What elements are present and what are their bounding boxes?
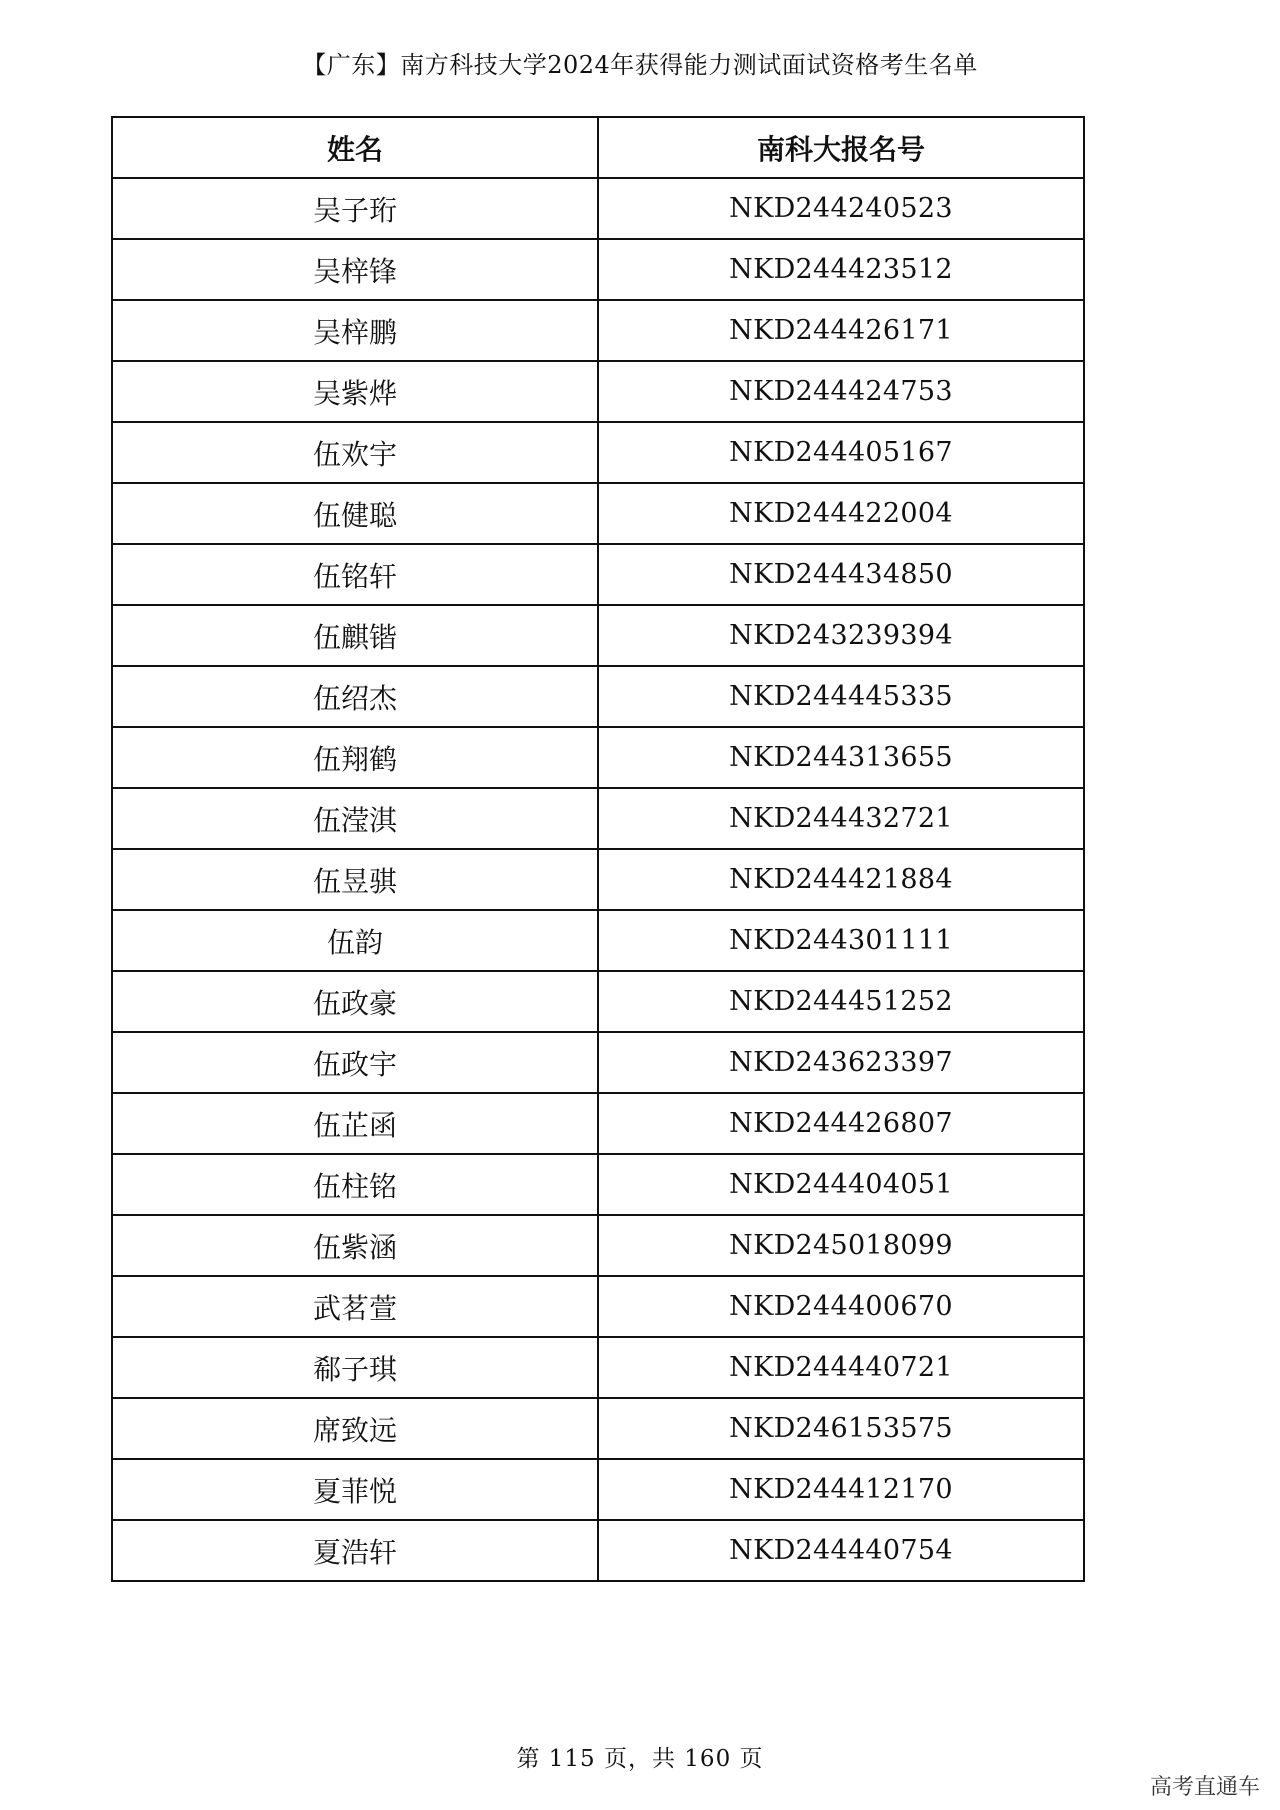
candidate-name-cell: 伍紫涵 bbox=[112, 1215, 598, 1276]
table-body bbox=[112, 178, 1084, 1581]
table-row bbox=[112, 1276, 1084, 1337]
candidate-name-cell: 武茗萱 bbox=[112, 1276, 598, 1337]
table-row bbox=[112, 483, 1084, 544]
table-row bbox=[112, 727, 1084, 788]
registration-number-cell: NKD244440754 bbox=[598, 1520, 1084, 1581]
candidate-name-cell: 郗子琪 bbox=[112, 1337, 598, 1398]
table-row bbox=[112, 666, 1084, 727]
candidate-name-cell: 吴梓锋 bbox=[112, 239, 598, 300]
table-row bbox=[112, 1337, 1084, 1398]
table-row bbox=[112, 971, 1084, 1032]
document-title: 【广东】南方科技大学2024年获得能力测试面试资格考生名单 bbox=[302, 51, 978, 79]
candidate-name-cell: 伍绍杰 bbox=[112, 666, 598, 727]
registration-number-cell: NKD243239394 bbox=[598, 605, 1084, 666]
candidate-name-cell: 伍健聪 bbox=[112, 483, 598, 544]
registration-number-cell: NKD244313655 bbox=[598, 727, 1084, 788]
table-row bbox=[112, 178, 1084, 239]
table-row bbox=[112, 361, 1084, 422]
candidate-name-cell: 伍政豪 bbox=[112, 971, 598, 1032]
registration-number-cell: NKD244451252 bbox=[598, 971, 1084, 1032]
candidate-name-cell: 伍滢淇 bbox=[112, 788, 598, 849]
candidate-name-cell: 伍昱骐 bbox=[112, 849, 598, 910]
registration-number-cell: NKD244404051 bbox=[598, 1154, 1084, 1215]
registration-number-cell: NKD244301111 bbox=[598, 910, 1084, 971]
candidate-name-cell: 吴子珩 bbox=[112, 178, 598, 239]
watermark-text: 高考直通车 bbox=[1149, 1775, 1260, 1800]
table-row bbox=[112, 1520, 1084, 1581]
table-row bbox=[112, 544, 1084, 605]
table-row bbox=[112, 605, 1084, 666]
registration-number-cell: NKD244423512 bbox=[598, 239, 1084, 300]
candidate-name-cell: 伍柱铭 bbox=[112, 1154, 598, 1215]
column-header-reg-no: 南科大报名号 bbox=[598, 117, 1084, 178]
table-row bbox=[112, 1093, 1084, 1154]
table-row bbox=[112, 239, 1084, 300]
registration-number-cell: NKD244421884 bbox=[598, 849, 1084, 910]
registration-number-cell: NKD244412170 bbox=[598, 1459, 1084, 1520]
registration-number-cell: NKD244432721 bbox=[598, 788, 1084, 849]
table-row bbox=[112, 849, 1084, 910]
candidate-name-cell: 夏浩轩 bbox=[112, 1520, 598, 1581]
page-footer: 第 115 页，共 160 页 bbox=[516, 1746, 764, 1772]
candidate-name-cell: 伍翔鹤 bbox=[112, 727, 598, 788]
candidate-name-cell: 夏菲悦 bbox=[112, 1459, 598, 1520]
registration-number-cell: NKD244426807 bbox=[598, 1093, 1084, 1154]
candidate-name-cell: 吴梓鹏 bbox=[112, 300, 598, 361]
registration-number-cell: NKD244445335 bbox=[598, 666, 1084, 727]
candidate-table bbox=[111, 116, 1085, 1582]
registration-number-cell: NKD244424753 bbox=[598, 361, 1084, 422]
header-row bbox=[112, 117, 1084, 178]
table-row bbox=[112, 1154, 1084, 1215]
candidate-name-cell: 吴紫烨 bbox=[112, 361, 598, 422]
registration-number-cell: NKD244440721 bbox=[598, 1337, 1084, 1398]
registration-number-cell: NKD244434850 bbox=[598, 544, 1084, 605]
registration-number-cell: NKD246153575 bbox=[598, 1398, 1084, 1459]
table-row bbox=[112, 1215, 1084, 1276]
table-row bbox=[112, 788, 1084, 849]
registration-number-cell: NKD244426171 bbox=[598, 300, 1084, 361]
table-row bbox=[112, 1459, 1084, 1520]
table-header bbox=[112, 117, 1084, 178]
candidate-name-cell: 伍麒锴 bbox=[112, 605, 598, 666]
registration-number-cell: NKD244400670 bbox=[598, 1276, 1084, 1337]
candidate-name-cell: 伍芷函 bbox=[112, 1093, 598, 1154]
candidate-name-cell: 伍政宇 bbox=[112, 1032, 598, 1093]
candidate-name-cell: 伍欢宇 bbox=[112, 422, 598, 483]
registration-number-cell: NKD245018099 bbox=[598, 1215, 1084, 1276]
table-row bbox=[112, 300, 1084, 361]
column-header-name: 姓名 bbox=[112, 117, 598, 178]
candidate-name-cell: 伍韵 bbox=[112, 910, 598, 971]
registration-number-cell: NKD243623397 bbox=[598, 1032, 1084, 1093]
table-row bbox=[112, 1398, 1084, 1459]
table-row bbox=[112, 910, 1084, 971]
candidate-name-cell: 伍铭轩 bbox=[112, 544, 598, 605]
registration-number-cell: NKD244405167 bbox=[598, 422, 1084, 483]
table-row bbox=[112, 1032, 1084, 1093]
registration-number-cell: NKD244240523 bbox=[598, 178, 1084, 239]
candidate-name-cell: 席致远 bbox=[112, 1398, 598, 1459]
registration-number-cell: NKD244422004 bbox=[598, 483, 1084, 544]
table-row bbox=[112, 422, 1084, 483]
